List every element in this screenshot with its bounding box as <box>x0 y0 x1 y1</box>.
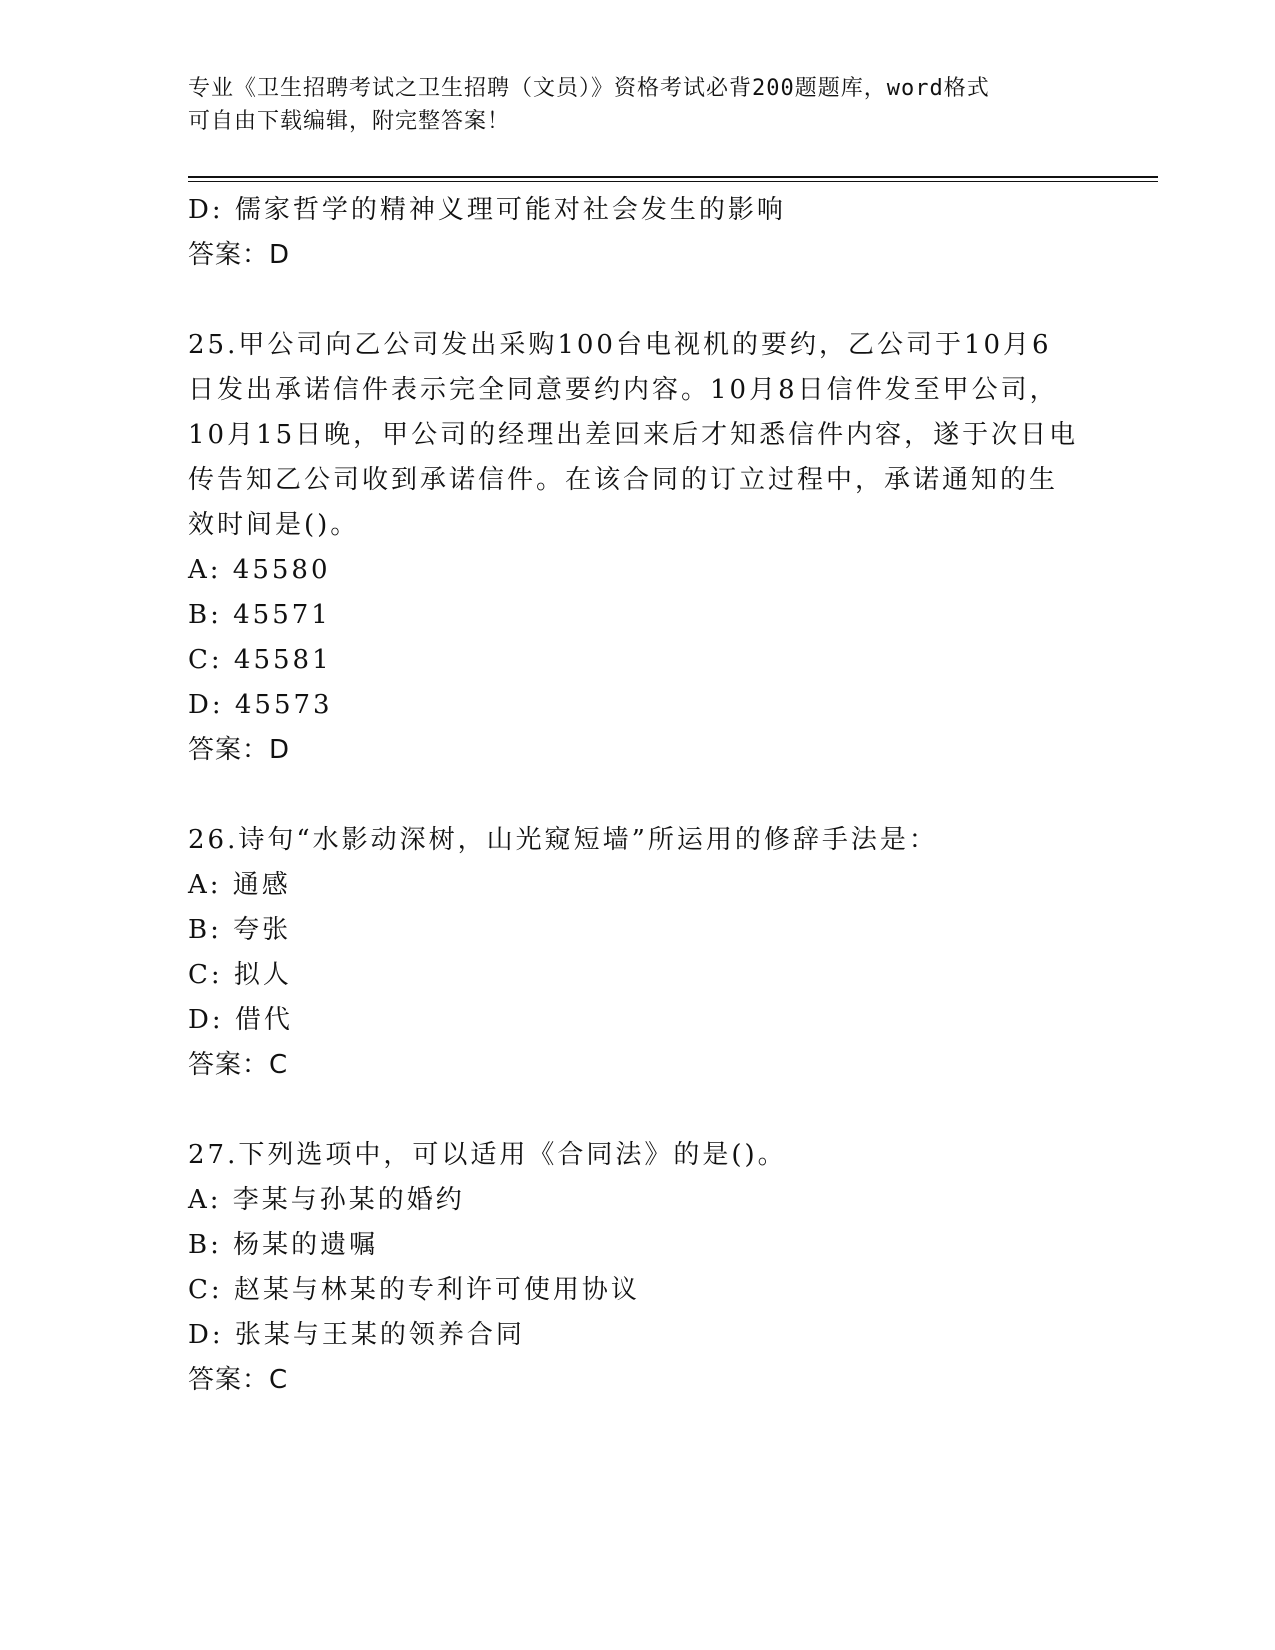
option-c: C: 45581 <box>188 645 332 675</box>
question-25 <box>188 323 1088 773</box>
option-c: C: 赵某与林某的专利许可使用协议 <box>188 1275 640 1305</box>
header-title-line-1: 专业《卫生招聘考试之卫生招聘（文员）》资格考试必背200题题库，word格式 <box>188 76 990 101</box>
option-b: B: 夸张 <box>188 915 292 945</box>
previous-question-tail <box>188 188 1088 278</box>
option-d: D: 儒家哲学的精神义理可能对社会发生的影响 <box>188 195 786 225</box>
header-title-line-2: 可自由下载编辑，附完整答案！ <box>188 109 511 134</box>
option-d: D: 借代 <box>188 1005 293 1035</box>
option-a: A: 45580 <box>188 555 331 585</box>
document-body <box>188 188 1088 1403</box>
question-26 <box>188 818 1088 1088</box>
option-d: D: 张某与王某的领养合同 <box>188 1320 525 1350</box>
spacer <box>188 278 1088 323</box>
question-stem-line: 效时间是()。 <box>188 510 360 540</box>
option-a: A: 通感 <box>188 870 291 900</box>
header-divider <box>188 176 1158 182</box>
question-27 <box>188 1133 1088 1403</box>
answer-line: 答案：C <box>188 1050 289 1080</box>
document-header <box>188 72 1068 138</box>
answer-line: 答案：C <box>188 1365 289 1395</box>
option-c: C: 拟人 <box>188 960 292 990</box>
spacer <box>188 773 1088 818</box>
question-stem-line: 日发出承诺信件表示完全同意要约内容。10月8日信件发至甲公司， <box>188 375 1059 405</box>
question-stem: 26.诗句“水影动深树，山光窥短墙”所运用的修辞手法是： <box>188 825 938 855</box>
question-stem-line: 传告知乙公司收到承诺信件。在该合同的订立过程中，承诺通知的生 <box>188 465 1059 495</box>
answer-line: 答案：D <box>188 240 291 270</box>
option-d: D: 45573 <box>188 690 333 720</box>
question-stem-line: 10月15日晚，甲公司的经理出差回来后才知悉信件内容，遂于次日电 <box>188 420 1079 450</box>
question-stem: 27.下列选项中，可以适用《合同法》的是()。 <box>188 1140 787 1170</box>
option-b: B: 45571 <box>188 600 331 630</box>
spacer <box>188 1088 1088 1133</box>
question-stem-line: 25.甲公司向乙公司发出采购100台电视机的要约，乙公司于10月6 <box>188 330 1052 360</box>
option-b: B: 杨某的遗嘱 <box>188 1230 379 1260</box>
answer-line: 答案：D <box>188 735 291 765</box>
option-a: A: 李某与孙某的婚约 <box>188 1185 465 1215</box>
